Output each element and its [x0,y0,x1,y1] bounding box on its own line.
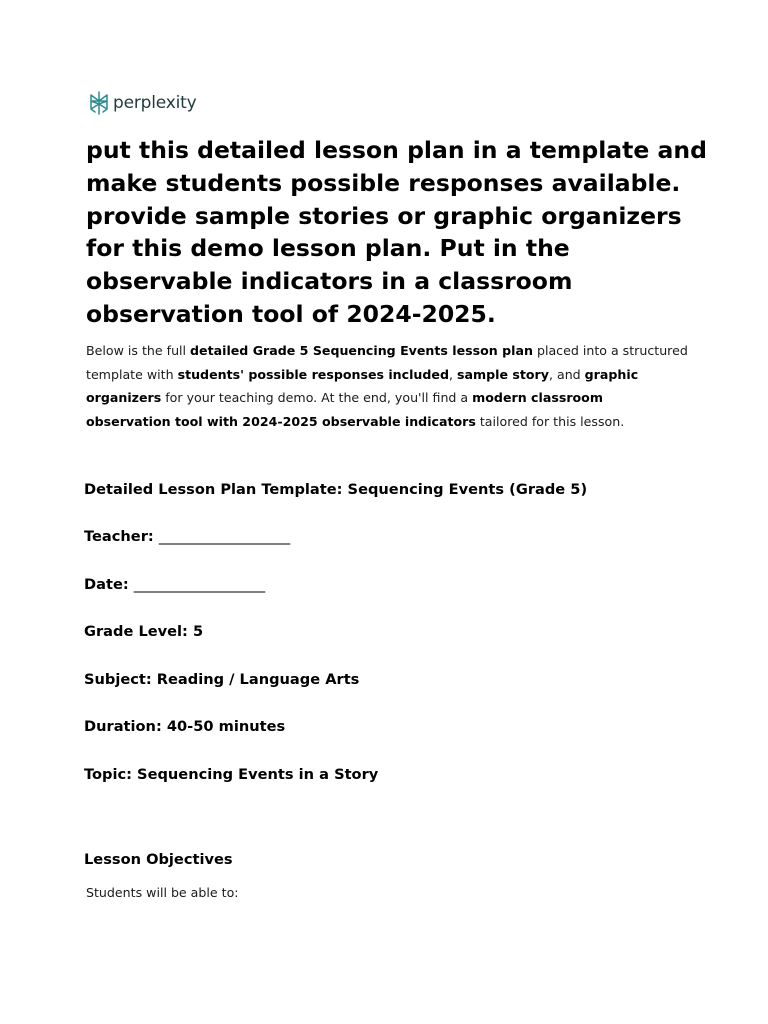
intro-text: placed into a structured template with [86,343,688,382]
intro-bold-observation-tool: modern classroom observation tool with 2024-2025 observable indicators [86,390,603,430]
intro-bold-lesson-plan: detailed Grade 5 Sequencing Events lesson plan [190,343,533,358]
intro-bold-sample-story: sample story [457,366,549,382]
date-field [84,575,265,595]
intro-text: for your teaching demo. At the end, you'll find a [161,390,473,406]
intro-text: , [448,366,457,382]
teacher-label: Teacher: [84,528,159,545]
date-label: Date: [84,576,134,593]
grade-level-field: Grade Level: 5 [84,623,204,640]
intro-text: , and [548,366,585,382]
duration-field: Duration: 40-50 minutes [84,718,286,735]
question-title: put this detailed lesson plan in a template and make students possible responses available. provide sample stories or graphic organizers for this demo lesson plan. Put in the observable indicators in a classroom observation tool of 2024-2025. [86,136,707,328]
template-heading: Detailed Lesson Plan Template: Sequencing Events (Grade 5) [84,481,588,498]
teacher-field [84,527,290,547]
subject-field: Subject: Reading / Language Arts [84,671,360,688]
brand-name: perplexity [113,93,197,113]
topic-field: Topic: Sequencing Events in a Story [84,766,379,783]
perplexity-logo-icon [88,91,110,115]
intro-text: Below is the full [86,343,191,358]
teacher-blank: __________________ [158,528,291,545]
intro-paragraph [86,339,691,434]
intro-text: tailored for this lesson. [475,414,625,430]
intro-bold-graphic-organizers: graphic organizers [86,366,639,406]
date-blank: __________________ [133,576,266,593]
intro-bold-responses: students' possible responses included [177,366,449,382]
objectives-lead: Students will be able to: [86,885,239,900]
brand-header [88,90,196,116]
lesson-objectives-heading: Lesson Objectives [84,851,233,868]
